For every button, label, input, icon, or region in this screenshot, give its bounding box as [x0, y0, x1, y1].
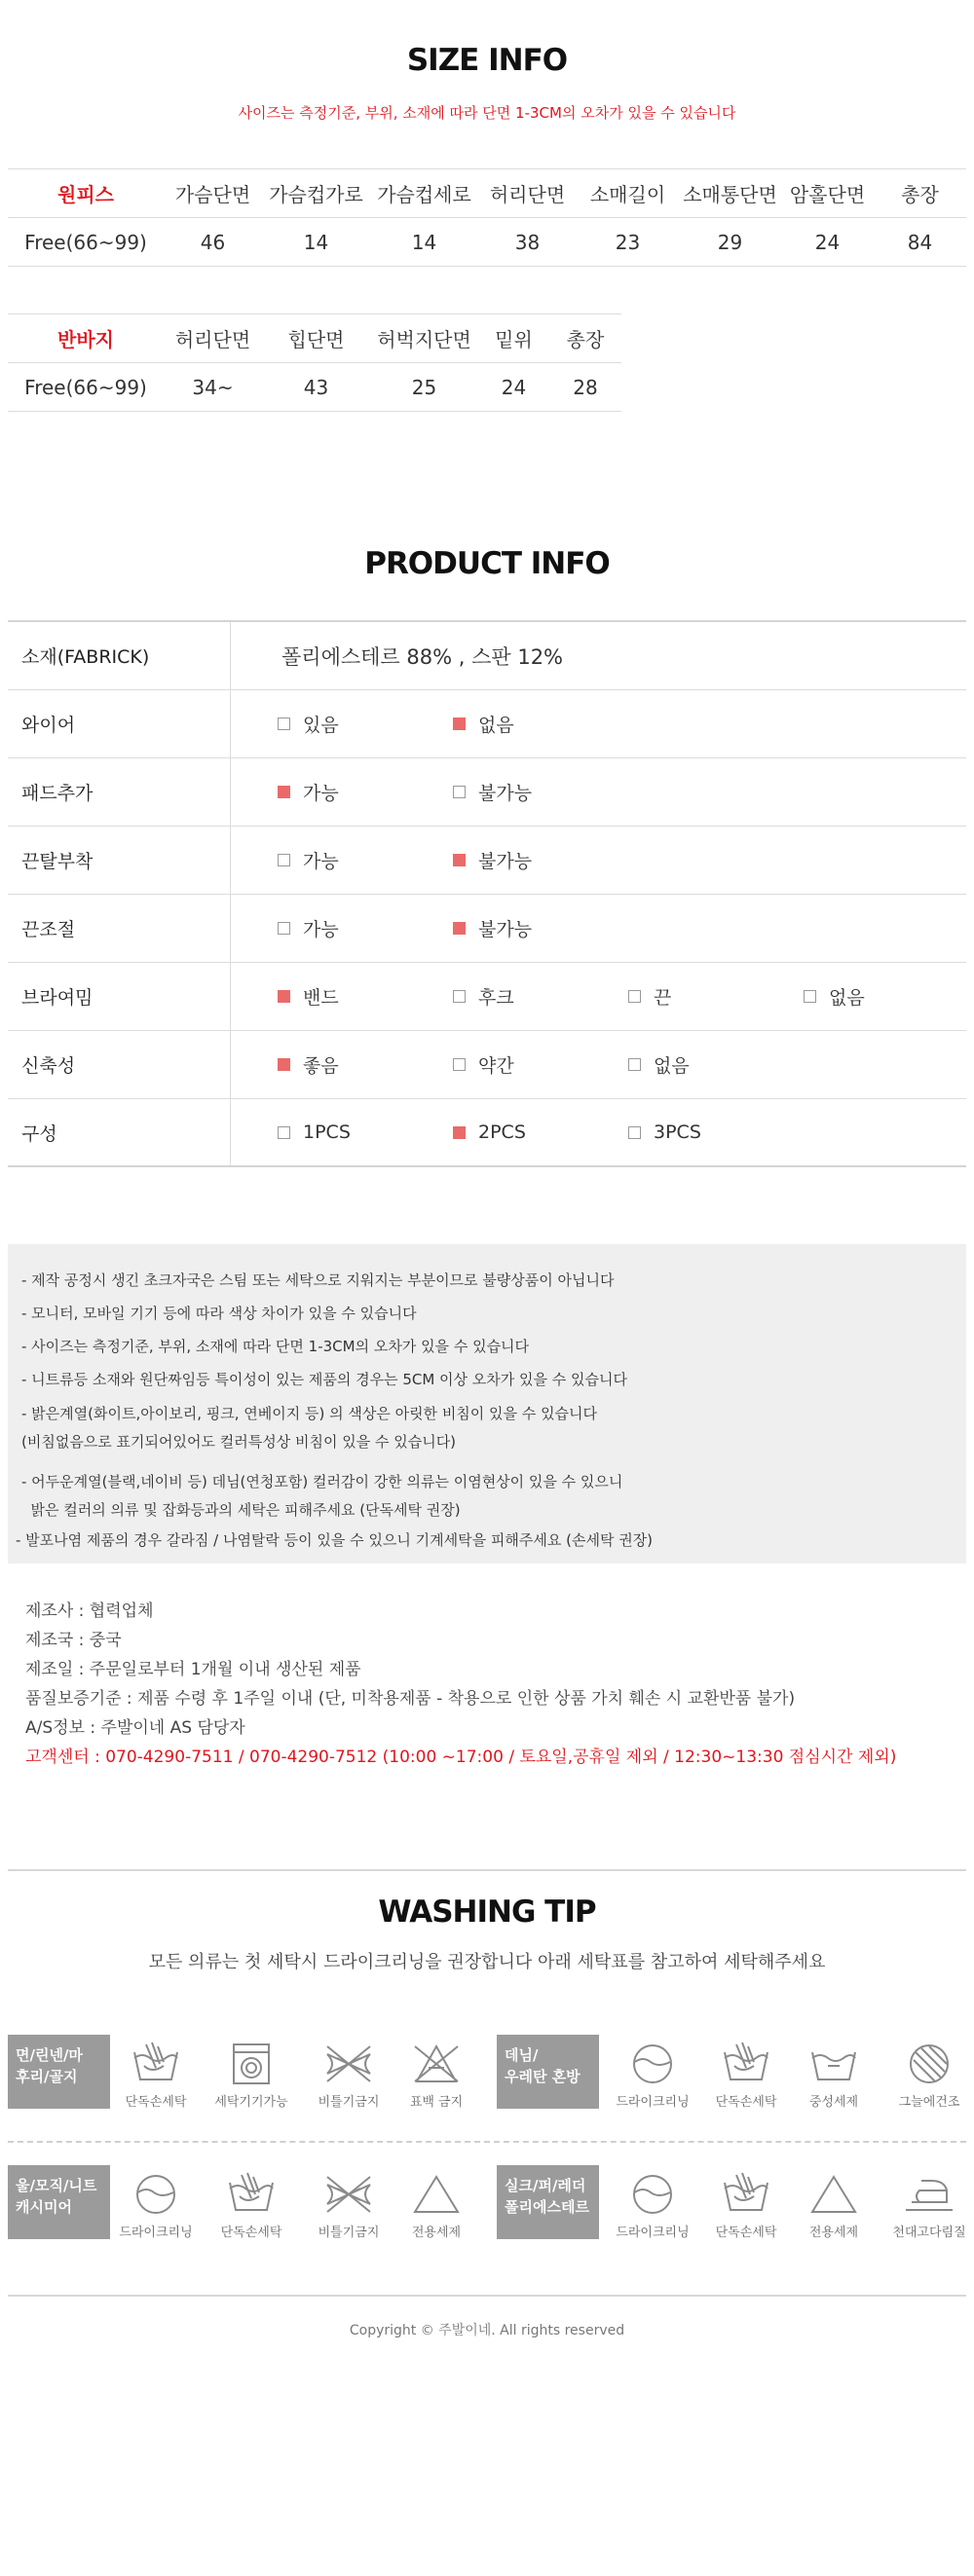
option-label: 후크	[478, 987, 514, 1009]
hand-wash-icon	[107, 2039, 205, 2087]
option-label: 불가능	[478, 851, 533, 872]
fabric-value: 폴리에스테르 88% , 스판 12%	[281, 644, 564, 669]
shorts-value: 28	[549, 363, 621, 412]
wash-symbol	[880, 2039, 974, 2110]
attribute-option	[453, 1099, 526, 1165]
wash-label: 단독손세탁	[715, 2095, 777, 2110]
divider	[8, 1869, 966, 1871]
shorts-value: 43	[262, 363, 370, 412]
fabric-label: 소재(FABRICK)	[8, 622, 231, 689]
attribute-option	[628, 963, 671, 1030]
notice-line: - 어두운계열(블랙,네이비 등) 데님(연청포함) 컬러감이 강한 의류는 이염현상이 있을 수 있으니	[21, 1473, 623, 1490]
wash-symbol	[604, 2169, 701, 2240]
wash-label: 세탁기기가능	[214, 2095, 288, 2110]
wash-label: 천대고다림질	[892, 2226, 966, 2240]
attribute-row	[8, 895, 966, 963]
notice-line: - 니트류등 소재와 원단짜임등 특이성이 있는 제품의 경우는 5CM 이상 오차가 있을 수 있습니다	[21, 1371, 627, 1388]
wash-label: 드라이크리닝	[119, 2226, 193, 2240]
iron-cloth-icon	[880, 2169, 974, 2218]
attribute-option	[278, 1031, 339, 1098]
attribute-row	[8, 963, 966, 1031]
shorts-col-header: 총장	[549, 314, 621, 363]
attribute-option	[453, 827, 532, 894]
attribute-row	[8, 1099, 966, 1167]
option-label: 가능	[303, 783, 339, 804]
unchecked-box-icon	[278, 718, 290, 730]
info-line: 제조일 : 주문일로부터 1개월 이내 생산된 제품	[25, 1660, 361, 1679]
hand-wash-icon	[203, 2169, 300, 2218]
option-label: 있음	[303, 715, 339, 736]
unchecked-box-icon	[628, 990, 641, 1003]
unchecked-box-icon	[628, 1126, 641, 1139]
option-label: 2PCS	[478, 1122, 526, 1143]
notice-line: - 사이즈는 측정기준, 부위, 소재에 따라 단면 1-3CM의 오차가 있을 수 있습니다	[21, 1338, 530, 1355]
wash-symbol	[697, 2039, 795, 2110]
wash-label: 비틀기금지	[318, 2095, 380, 2110]
option-label: 없음	[654, 1055, 690, 1077]
unchecked-box-icon	[278, 922, 290, 935]
wash-label: 드라이크리닝	[616, 2095, 690, 2110]
size-note: 사이즈는 측정기준, 부위, 소재에 따라 단면 1-3CM의 오차가 있을 수 있습니다	[238, 104, 736, 122]
shade-dry-icon	[880, 2039, 974, 2087]
wash-label: 단독손세탁	[125, 2095, 187, 2110]
notice-line: - 밝은계열(화이트,아이보리, 핑크, 연베이지 등) 의 색상은 아릿한 비침이 있을 수 있습니다	[21, 1405, 598, 1422]
shorts-size-table	[8, 313, 621, 412]
dress-size-table	[8, 168, 966, 267]
wash-symbol	[300, 2039, 397, 2110]
dress-col-header: 소매길이	[577, 169, 679, 218]
attribute-label: 끈조절	[8, 895, 231, 962]
divider	[8, 2295, 966, 2297]
special-detergent-icon	[785, 2169, 882, 2218]
attribute-label: 신축성	[8, 1031, 231, 1098]
shorts-size-label: Free(66~99)	[8, 363, 164, 412]
dress-header: 원피스	[8, 169, 164, 218]
wash-symbol	[300, 2169, 397, 2240]
wash-label: 전용세제	[808, 2226, 859, 2240]
washing-tip-title: WASHING TIP	[378, 1895, 596, 1930]
shorts-col-header: 힙단면	[262, 314, 370, 363]
dress-value: 46	[164, 218, 262, 267]
notice-line: - 모니터, 모바일 기기 등에 따라 색상 차이가 있을 수 있습니다	[21, 1305, 417, 1322]
dress-col-header: 암홀단면	[781, 169, 874, 218]
info-line: A/S정보 : 주발이네 AS 담당자	[25, 1718, 245, 1738]
shorts-col-header: 허리단면	[164, 314, 262, 363]
special-detergent-icon	[388, 2169, 485, 2218]
hand-wash-icon	[697, 2039, 795, 2087]
dress-col-header: 가슴컵세로	[370, 169, 478, 218]
wash-symbol	[203, 2169, 300, 2240]
wash-symbol	[107, 2039, 205, 2110]
dress-col-header: 가슴컵가로	[262, 169, 370, 218]
info-line: 제조사 : 협력업체	[25, 1601, 154, 1621]
wash-symbol	[785, 2039, 882, 2110]
hand-wash-icon	[697, 2169, 795, 2218]
dress-size-label: Free(66~99)	[8, 218, 164, 267]
attribute-label: 와이어	[8, 690, 231, 757]
wash-label: 비틀기금지	[318, 2226, 380, 2240]
attribute-option	[278, 1099, 351, 1165]
attribute-option	[278, 963, 339, 1030]
washing-subtitle: 모든 의류는 첫 세탁시 드라이크리닝을 권장합니다 아래 세탁표를 참고하여 세탁해주세요	[148, 1952, 826, 1972]
wash-symbol	[388, 2039, 485, 2110]
washing-machine-icon	[203, 2039, 300, 2087]
no-bleach-icon	[388, 2039, 485, 2087]
option-label: 끈	[654, 987, 672, 1009]
checked-box-icon	[453, 854, 466, 866]
option-label: 불가능	[478, 783, 533, 804]
attribute-option	[628, 1031, 690, 1098]
attribute-row	[8, 690, 966, 758]
dress-col-header: 소매통단면	[679, 169, 781, 218]
attribute-option	[453, 963, 514, 1030]
wash-symbol	[388, 2169, 485, 2240]
dress-value: 29	[679, 218, 781, 267]
option-label: 밴드	[303, 987, 339, 1009]
option-label: 가능	[303, 919, 339, 940]
wash-label: 전용세제	[411, 2226, 462, 2240]
wash-label: 단독손세탁	[715, 2226, 777, 2240]
dress-value: 14	[370, 218, 478, 267]
checked-box-icon	[453, 1126, 466, 1139]
option-label: 좋음	[303, 1055, 339, 1077]
wash-label: 단독손세탁	[220, 2226, 282, 2240]
shorts-value: 24	[478, 363, 549, 412]
unchecked-box-icon	[804, 990, 816, 1003]
option-label: 3PCS	[654, 1122, 701, 1143]
wash-label: 그늘에건조	[898, 2095, 960, 2110]
shorts-value: 34~	[164, 363, 262, 412]
dress-value: 38	[478, 218, 577, 267]
info-line: 품질보증기준 : 제품 수령 후 1주일 이내 (단, 미착용제품 - 착용으로 인한 상품 가치 훼손 시 교환반품 불가)	[25, 1689, 796, 1709]
attribute-option	[278, 895, 339, 962]
wash-category: 울/모직/니트 캐시미어	[8, 2165, 110, 2239]
attribute-label: 브라여밈	[8, 963, 231, 1030]
wash-category: 데님/ 우레탄 혼방	[497, 2035, 599, 2109]
wash-symbol	[107, 2169, 205, 2240]
neutral-detergent-icon	[785, 2039, 882, 2087]
attribute-option	[804, 963, 865, 1030]
wash-symbol	[604, 2039, 701, 2110]
dress-value: 24	[781, 218, 874, 267]
customer-center: 고객센터 : 070-4290-7511 / 070-4290-7512 (10:00 ~17:00 / 토요일,공휴일 제외 / 12:30~13:30 점심시간 제외)	[25, 1748, 897, 1767]
wash-label: 중성세제	[808, 2095, 859, 2110]
unchecked-box-icon	[278, 854, 290, 866]
unchecked-box-icon	[278, 1126, 290, 1139]
dress-value: 23	[577, 218, 679, 267]
attribute-option	[278, 690, 339, 757]
wash-label: 드라이크리닝	[616, 2226, 690, 2240]
product-info-title: PRODUCT INFO	[364, 546, 610, 581]
shorts-header: 반바지	[8, 314, 164, 363]
attribute-option	[278, 758, 339, 826]
dry-clean-icon	[604, 2169, 701, 2218]
attribute-option	[278, 827, 339, 894]
attribute-option	[453, 895, 532, 962]
size-info-title: SIZE INFO	[406, 43, 568, 78]
option-label: 1PCS	[303, 1122, 351, 1143]
checked-box-icon	[453, 922, 466, 935]
option-label: 없음	[829, 987, 865, 1009]
attribute-option	[628, 1099, 701, 1165]
dress-value: 84	[874, 218, 966, 267]
notice-line: - 발포나염 제품의 경우 갈라짐 / 나염탈락 등이 있을 수 있으니 기계세탁을 피해주세요 (손세탁 권장)	[16, 1531, 654, 1549]
dashed-divider	[8, 2141, 966, 2143]
wash-symbol	[880, 2169, 974, 2240]
attribute-label: 패드추가	[8, 758, 231, 826]
wash-symbol	[697, 2169, 795, 2240]
attribute-option	[453, 758, 532, 826]
option-label: 약간	[478, 1055, 514, 1077]
shorts-col-header: 허벅지단면	[370, 314, 478, 363]
attribute-option	[453, 690, 514, 757]
option-label: 가능	[303, 851, 339, 872]
checked-box-icon	[278, 786, 290, 798]
notice-line: 밝은 컬러의 의류 및 잡화등과의 세탁은 피해주세요 (단독세탁 권장)	[21, 1501, 461, 1519]
unchecked-box-icon	[453, 990, 466, 1003]
no-wring-icon	[300, 2039, 397, 2087]
checked-box-icon	[453, 718, 466, 730]
wash-symbol	[785, 2169, 882, 2240]
notice-box	[8, 1244, 966, 1564]
shorts-col-header: 밑위	[478, 314, 549, 363]
wash-symbol	[203, 2039, 300, 2110]
no-wring-icon	[300, 2169, 397, 2218]
notice-line: (비침없음으로 표기되어있어도 컬러특성상 비침이 있을 수 있습니다)	[21, 1433, 457, 1451]
dry-clean-icon	[107, 2169, 205, 2218]
attribute-option	[453, 1031, 514, 1098]
attribute-label: 끈탈부착	[8, 827, 231, 894]
dress-col-header: 가슴단면	[164, 169, 262, 218]
fabric-row	[8, 622, 966, 690]
dress-col-header: 총장	[874, 169, 966, 218]
option-label: 없음	[478, 715, 514, 736]
wash-category: 실크/퍼/레더 폴리에스테르	[497, 2165, 599, 2239]
dress-value: 14	[262, 218, 370, 267]
notice-line: - 제작 공정시 생긴 초크자국은 스팀 또는 세탁으로 지워지는 부분이므로 불량상품이 아닙니다	[21, 1271, 615, 1289]
attribute-row	[8, 1031, 966, 1099]
attribute-row	[8, 758, 966, 827]
product-info-table	[8, 620, 966, 1167]
unchecked-box-icon	[628, 1058, 641, 1071]
shorts-value: 25	[370, 363, 478, 412]
dress-col-header: 허리단면	[478, 169, 577, 218]
dry-clean-icon	[604, 2039, 701, 2087]
info-line: 제조국 : 중국	[25, 1631, 122, 1650]
unchecked-box-icon	[453, 786, 466, 798]
unchecked-box-icon	[453, 1058, 466, 1071]
attribute-label: 구성	[8, 1099, 231, 1165]
copyright: Copyright © 주발이네. All rights reserved	[349, 2323, 625, 2338]
checked-box-icon	[278, 990, 290, 1003]
attribute-rows	[8, 690, 966, 1167]
checked-box-icon	[278, 1058, 290, 1071]
option-label: 불가능	[478, 919, 533, 940]
attribute-row	[8, 827, 966, 895]
wash-label: 표백 금지	[409, 2095, 464, 2110]
wash-category: 면/린넨/마 후리/골지	[8, 2035, 110, 2109]
